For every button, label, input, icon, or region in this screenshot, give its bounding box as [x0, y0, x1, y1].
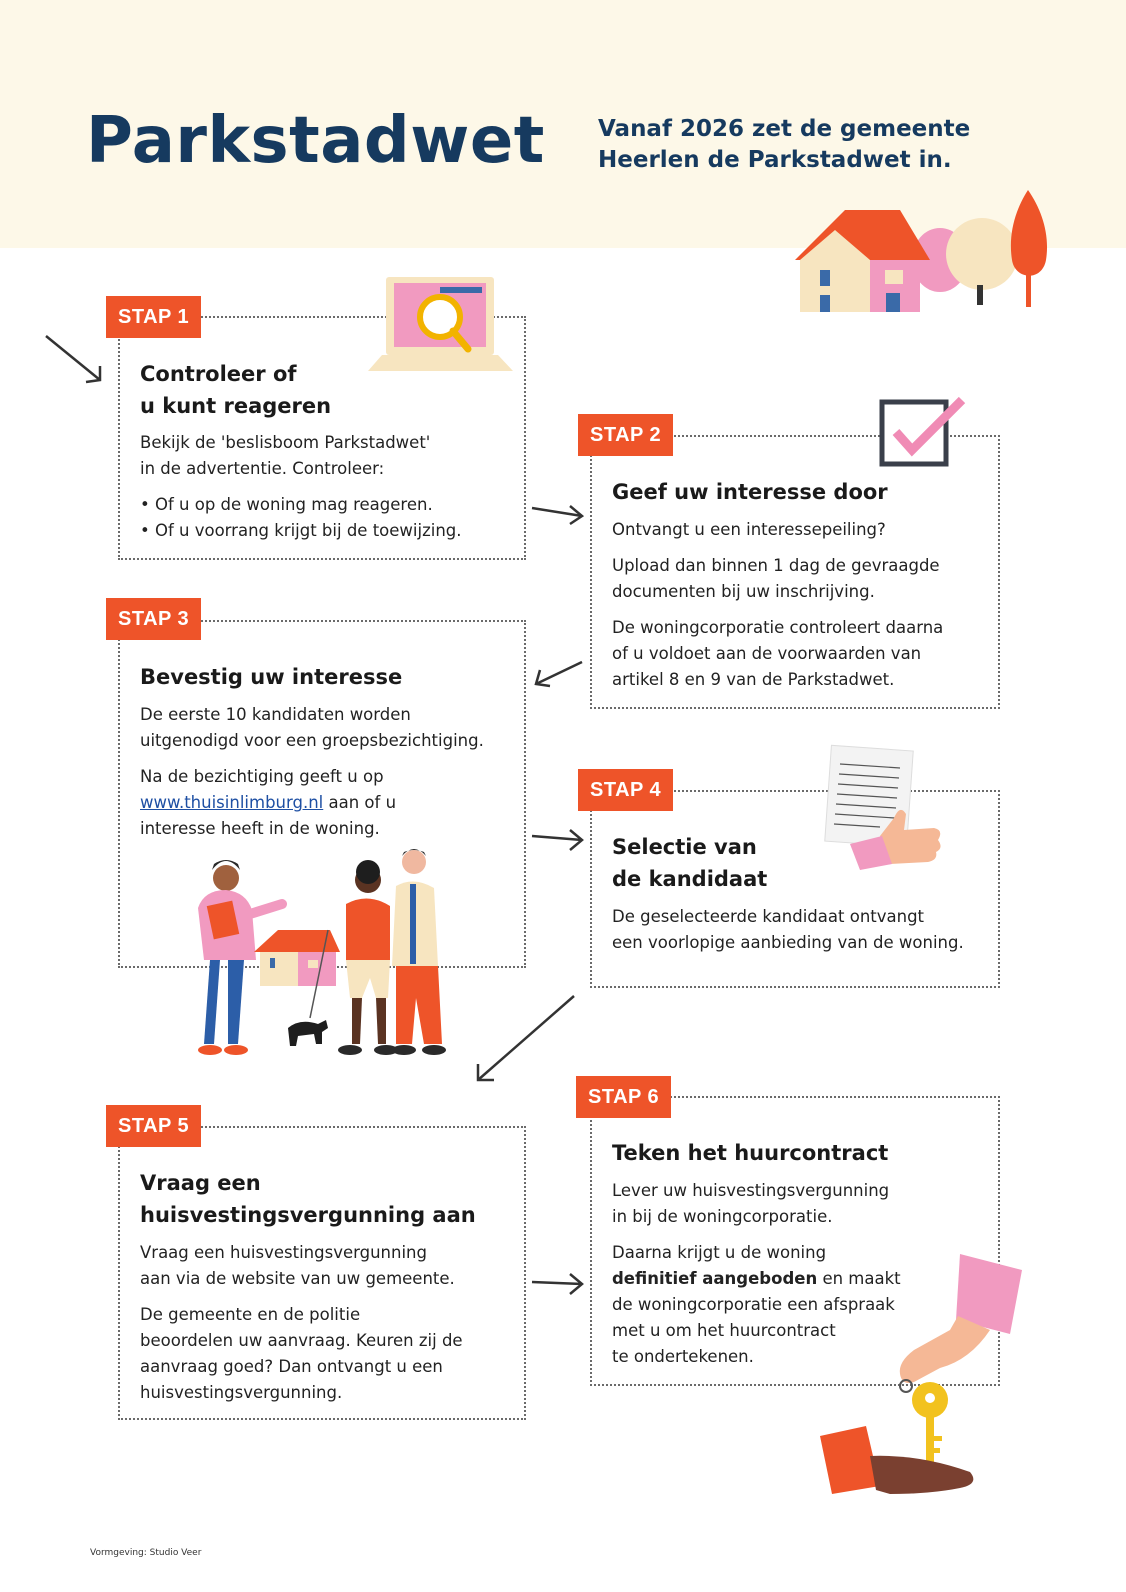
step3-text1-line1: De eerste 10 kandidaten worden — [140, 705, 411, 724]
step6-text2-line1: Daarna krijgt u de woning — [612, 1243, 827, 1262]
page-title: Parkstadwet — [86, 104, 545, 178]
checkbox-check-icon — [878, 396, 968, 468]
step4-text — [612, 904, 964, 956]
step6-text2-line4: met u om het huurcontract — [612, 1321, 836, 1340]
laptop-search-icon — [368, 275, 513, 379]
step5-title-line2: huisvestingsvergunning aan — [140, 1203, 476, 1227]
step2-badge: STAP 2 — [578, 414, 673, 456]
house-trees-illustration — [790, 190, 1070, 320]
step6-text1-line1: Lever uw huisvestingsvergunning — [612, 1181, 890, 1200]
step3-badge: STAP 3 — [106, 598, 201, 640]
step5-text2-line2: beoordelen uw aanvraag. Keuren zij de — [140, 1331, 463, 1350]
intro-text: Vanaf 2026 zet de gemeente Heerlen de Parkstadwet in. — [598, 116, 971, 173]
step6-text1 — [612, 1178, 889, 1230]
step5-text1-line1: Vraag een huisvestingsvergunning — [140, 1243, 427, 1262]
step5-badge: STAP 5 — [106, 1105, 201, 1147]
thuisinlimburg-link[interactable]: www.thuisinlimburg.nl — [140, 793, 324, 812]
step2-title: Geef uw interesse door — [612, 480, 888, 504]
arrow-down-left-icon — [470, 994, 580, 1086]
step2-text3-line1: De woningcorporatie controleert daarna — [612, 618, 944, 637]
step2-text2 — [612, 553, 940, 605]
step1-bullet1: • Of u op de woning mag reageren. — [140, 495, 433, 514]
step2-text3 — [612, 615, 943, 693]
step2-text3-line3: artikel 8 en 9 van de Parkstadwet. — [612, 670, 895, 689]
step3-text1 — [140, 702, 484, 754]
arrow-right-icon — [530, 1272, 590, 1298]
step4-title-line2: de kandidaat — [612, 867, 768, 891]
step3-text2-line1: Na de bezichtiging geeft u op — [140, 767, 384, 786]
step6-text2-line5: te ondertekenen. — [612, 1347, 754, 1366]
step3-title: Bevestig uw interesse — [140, 665, 403, 689]
tree-orange — [1011, 190, 1047, 276]
step4-text-line1: De geselecteerde kandidaat ontvangt — [612, 907, 925, 926]
step1-title — [140, 358, 331, 422]
step4-text-line2: een voorlopige aanbieding van de woning. — [612, 933, 964, 952]
step5-text2-line1: De gemeente en de politie — [140, 1305, 361, 1324]
step5-text1 — [140, 1240, 455, 1292]
arrow-right-icon — [530, 828, 590, 854]
step5-title-line1: Vraag een — [140, 1171, 261, 1195]
document-thumbs-up-icon — [820, 744, 950, 872]
step6-text2-line2-rest: en maakt — [817, 1269, 901, 1288]
arrow-start-icon — [42, 332, 112, 392]
step1-text — [140, 430, 430, 482]
step6-text1-line2: in bij de woningcorporatie. — [612, 1207, 833, 1226]
step2-text1: Ontvangt u een interessepeiling? — [612, 520, 886, 539]
arrow-left-down-icon — [530, 658, 590, 690]
step5-text1-line2: aan via de website van uw gemeente. — [140, 1269, 455, 1288]
step2-text2-line1: Upload dan binnen 1 dag de gevraagde — [612, 556, 940, 575]
step1-title-line2: u kunt reageren — [140, 394, 332, 418]
tree-cream — [946, 218, 1018, 290]
step6-bold-text: definitief aangeboden — [612, 1269, 818, 1288]
people-viewing-illustration — [190, 848, 450, 1060]
step5-text2-line4: huisvestingsvergunning. — [140, 1383, 343, 1402]
step1-bullet2: • Of u voorrang krijgt bij de toewijzing. — [140, 521, 462, 540]
step3-text2-line3: interesse heeft in de woning. — [140, 819, 380, 838]
step5-text2-line3: aanvraag goed? Dan ontvangt u een — [140, 1357, 443, 1376]
step1-bullets — [140, 492, 462, 544]
arrow-right-icon — [530, 500, 590, 530]
step5-title — [140, 1167, 476, 1231]
step6-text2-line3: de woningcorporatie een afspraak — [612, 1295, 895, 1314]
step4-title — [612, 831, 767, 895]
key-handover-illustration — [810, 1250, 1030, 1506]
step5-text2 — [140, 1302, 463, 1406]
step3-text2 — [140, 764, 396, 842]
step1-badge: STAP 1 — [106, 296, 201, 338]
step6-badge: STAP 6 — [576, 1076, 671, 1118]
step3-text2-line2-rest: aan of u — [323, 793, 397, 812]
step3-text2-line2 — [140, 790, 396, 816]
step3-text1-line2: uitgenodigd voor een groepsbezichtiging. — [140, 731, 484, 750]
step6-title: Teken het huurcontract — [612, 1141, 889, 1165]
step2-text3-line2: of u voldoet aan de voorwaarden van — [612, 644, 922, 663]
step1-text-line2: in de advertentie. Controleer: — [140, 459, 385, 478]
step4-title-line1: Selectie van — [612, 835, 757, 859]
step2-text2-line2: documenten bij uw inschrijving. — [612, 582, 875, 601]
design-credit: Vormgeving: Studio Veer — [90, 1548, 202, 1558]
step4-badge: STAP 4 — [578, 769, 673, 811]
step1-title-line1: Controleer of — [140, 362, 297, 386]
step1-text-line1: Bekijk de 'beslisboom Parkstadwet' — [140, 433, 431, 452]
